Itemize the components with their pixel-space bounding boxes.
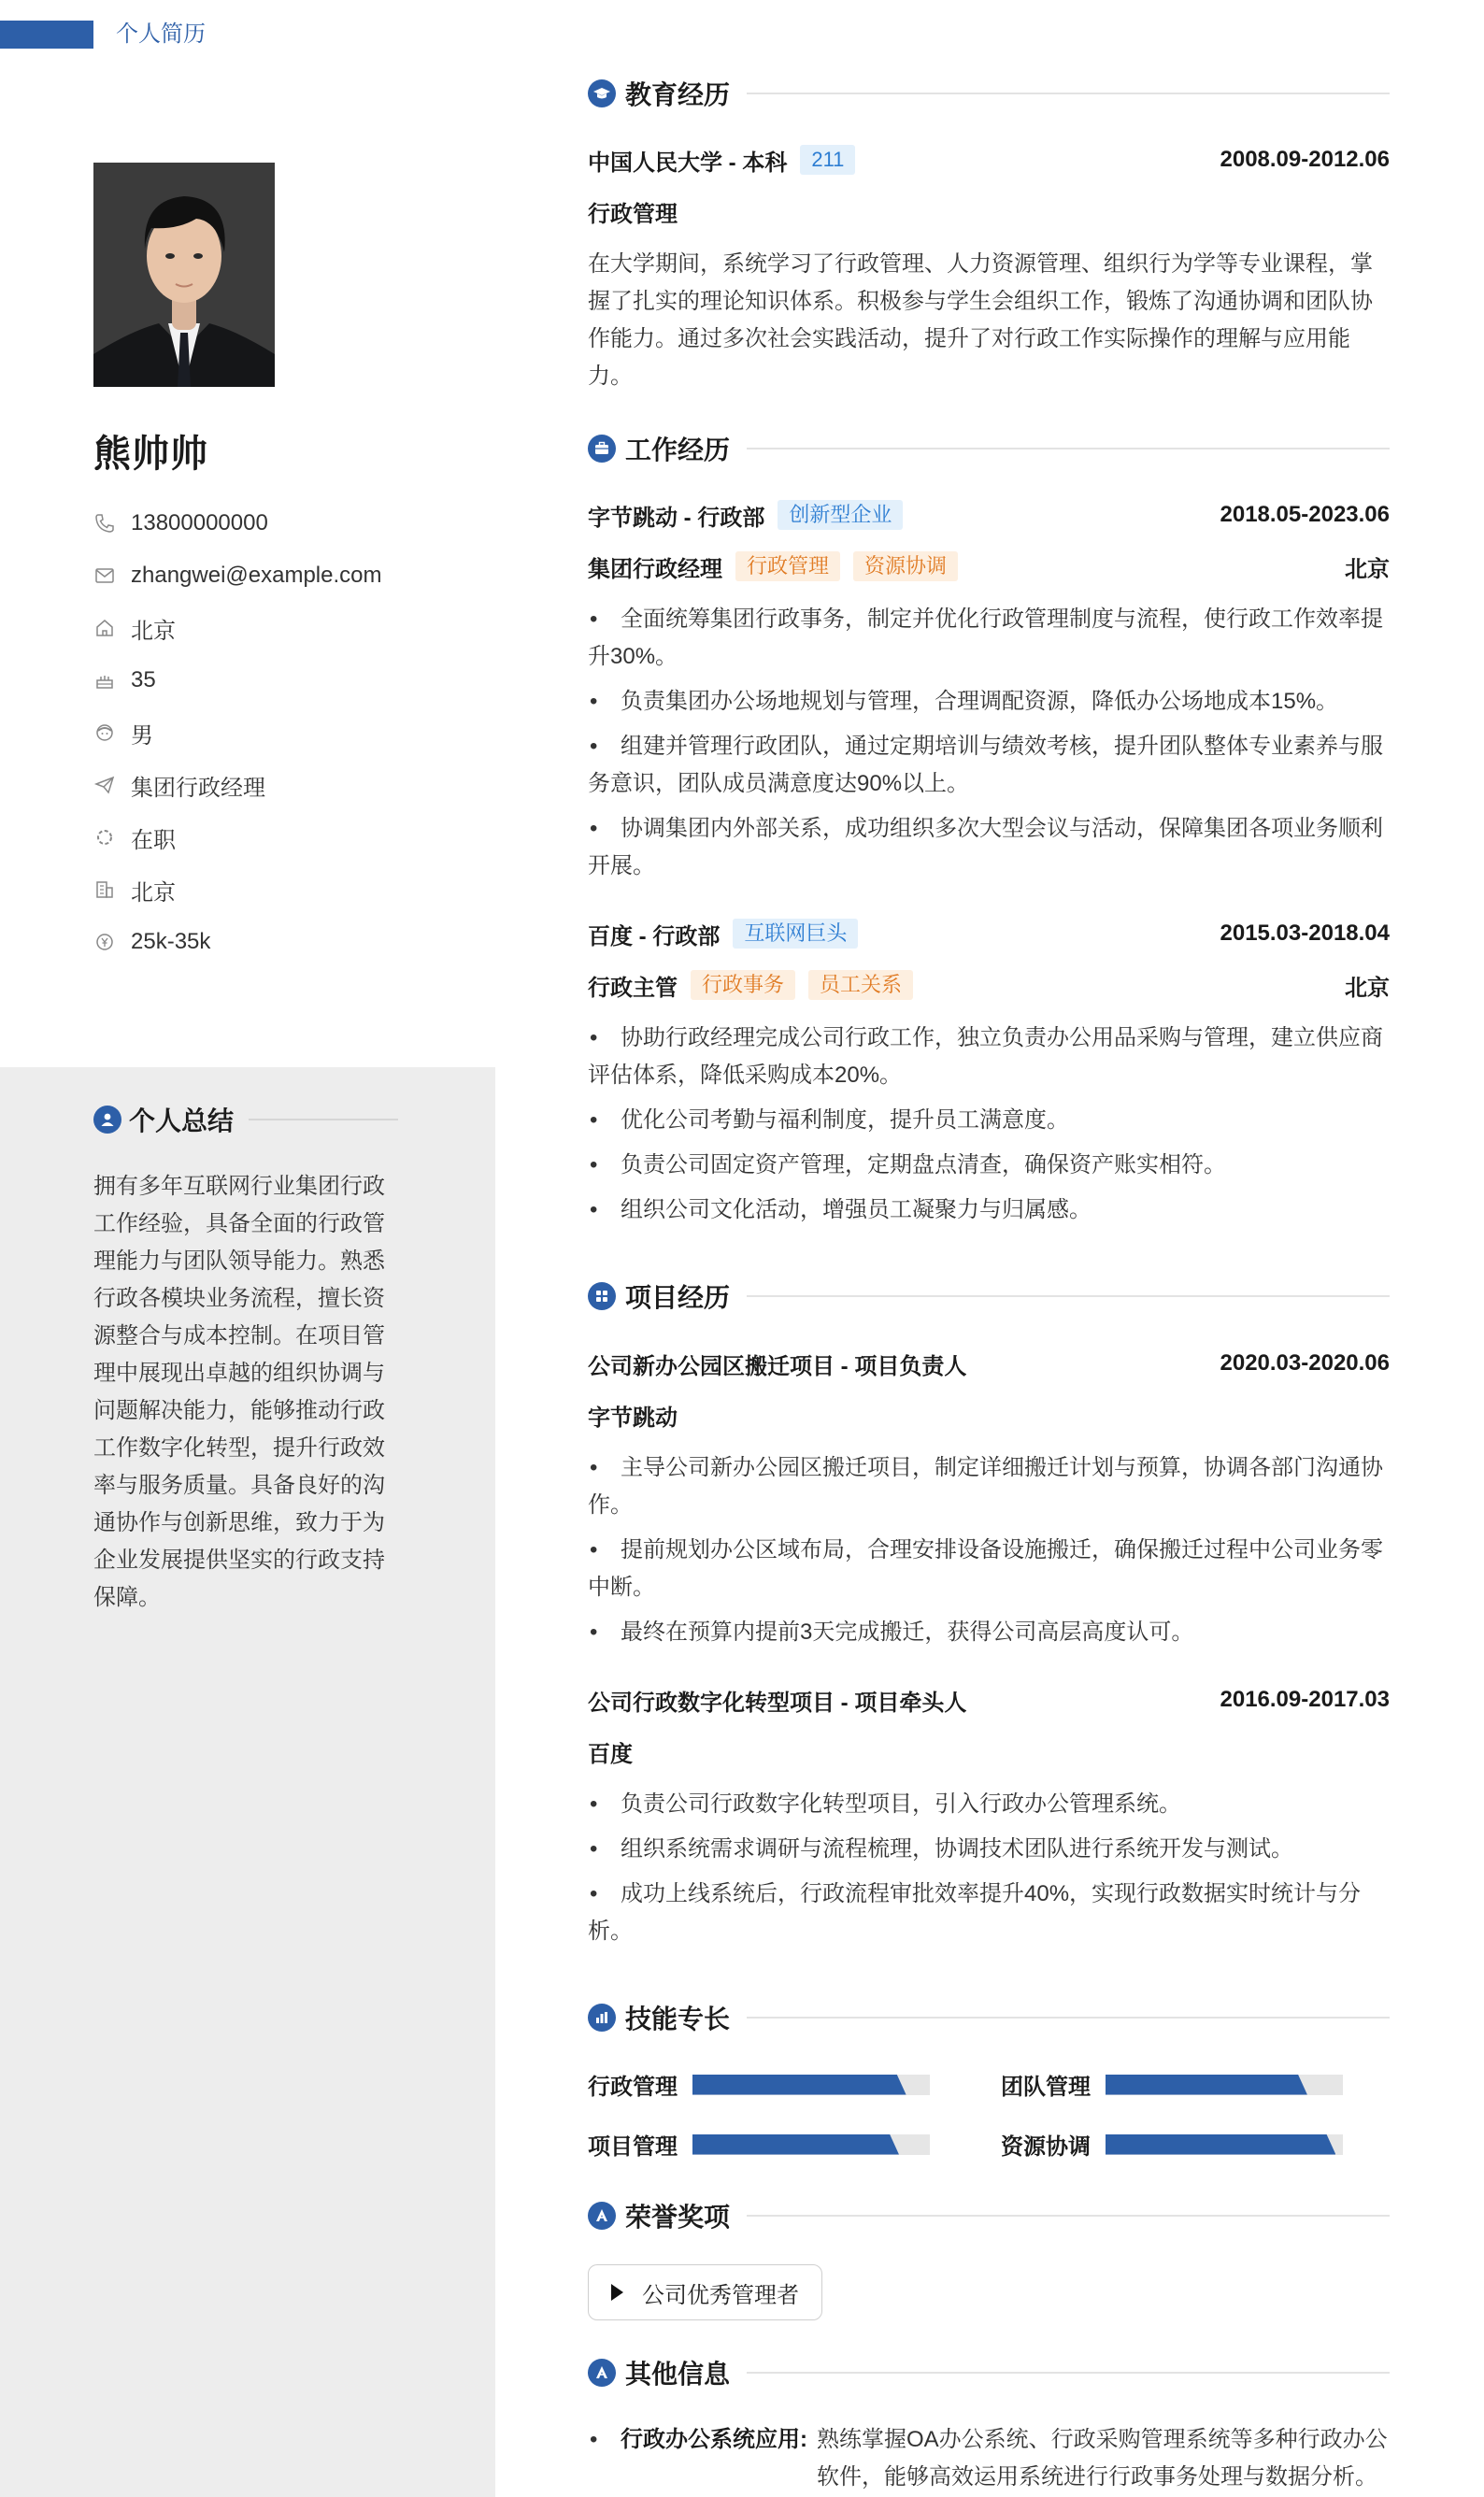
job-1-location: 北京 [1345,556,1390,582]
list-item: • 全面统筹集团行政事务，制定并优化行政管理制度与流程，使行政工作效率提升30%。 [588,601,1390,676]
job-1-company-tag: 创新型企业 [778,500,903,530]
person-name: 熊帅帅 [93,434,208,475]
list-item: • 协调集团内外部关系，成功组织多次大型会议与活动，保障集团各项业务顺利开展。 [588,810,1390,885]
info-phone-value: 13800000000 [131,510,268,535]
avatar [93,163,275,387]
user-icon [93,1106,121,1134]
summary-text: 拥有多年互联网行业集团行政工作经验，具备全面的行政管理能力与团队领导能力。熟悉行政各模块业务流程，擅长资源整合与成本控制。在项目管理中展现出卓越的组织协调与问题解决能力，能够推动行政工作数字化转型，提升行政效率与服务质量。具备良好的沟通协作与创新思维，致力于为企业发展提供坚实的行政支持保障。 [93,1174,385,1610]
job-2-date: 2015.03-2018.04 [1220,920,1390,946]
list-item: • 成功上线系统后，行政流程审批效率提升40%，实现行政数据实时统计与分析。 [588,1876,1390,1950]
list-item: • 负责公司固定资产管理，定期盘点清查，确保资产账实相符。 [588,1147,1390,1184]
info-gender-value: 男 [131,722,153,749]
job-1-date: 2018.05-2023.06 [1220,502,1390,527]
job-2-bullets [588,1020,1390,1236]
work-divider [747,448,1390,449]
info-age-value: 35 [131,667,156,692]
info-status [93,811,382,863]
award-item-label: 公司优秀管理者 [642,2282,799,2308]
job-1-tag-1: 行政管理 [735,551,840,581]
education-header [588,75,1390,112]
building-icon [93,878,116,901]
job-2-position: 行政主管 [588,975,678,1001]
award-item-button[interactable] [588,2264,822,2320]
phone-icon [93,512,116,535]
project-2-org-row [588,1734,1390,1768]
info-gender [93,706,382,759]
education-major: 行政管理 [588,201,678,227]
education-school-row [588,143,1390,177]
project-2-name: 公司行政数字化转型项目 - 项目牵头人 [588,1690,967,1716]
education-date: 2008.09-2012.06 [1220,147,1390,172]
job-1-bullets [588,601,1390,892]
skill-1-bar [692,2075,930,2095]
face-icon [93,721,116,744]
job-2-position-row [588,968,1390,1002]
project-1-date: 2020.03-2020.06 [1220,1350,1390,1376]
list-item: • 负责集团办公场地规划与管理，合理调配资源，降低办公场地成本15%。 [588,683,1390,721]
other-header [588,2354,1390,2391]
job-2-company: 百度 - 行政部 [588,923,721,949]
list-item: • 优化公司考勤与福利制度，提升员工满意度。 [588,1102,1390,1139]
project-1-org-row [588,1398,1390,1432]
skill-3-fill [692,2134,899,2155]
skills-divider [747,2017,1390,2019]
job-2-location: 北京 [1345,975,1390,1001]
info-age [93,654,382,706]
education-title: 教育经历 [625,80,731,109]
project-2-bullets [588,1786,1390,1958]
grid-icon [588,1282,616,1310]
info-status-value: 在职 [131,827,176,853]
project-1-name: 公司新办公园区搬迁项目 - 项目负责人 [588,1353,967,1379]
skill-3-label: 项目管理 [588,2134,678,2160]
home-icon [93,617,116,639]
info-salary [93,916,382,968]
education-school: 中国人民大学 - 本科 [588,150,788,176]
list-item: • 主导公司新办公园区搬迁项目，制定详细搬迁计划与预算，协调各部门沟通协作。 [588,1449,1390,1524]
brand-label: 个人简历 [116,21,206,47]
skill-2-bar [1106,2075,1343,2095]
list-item: • 负责公司行政数字化转型项目，引入行政办公管理系统。 [588,1786,1390,1823]
info-city [93,863,382,916]
list-item: • 提前规划办公区域布局，合理安排设备设施搬迁，确保搬迁过程中公司业务零中断。 [588,1532,1390,1606]
education-description: 在大学期间，系统学习了行政管理、人力资源管理、组织行为学等专业课程，掌握了扎实的理论知识体系。积极参与学生会组织工作，锻炼了沟通协调和团队协作能力。通过多次社会实践活动，提升了对行政工作实际操作的理解与应用能力。 [588,251,1373,389]
projects-divider [747,1295,1390,1297]
info-position [93,759,382,811]
project-2-header [588,1683,1390,1717]
send-icon [93,774,116,796]
info-location-value: 北京 [131,618,176,644]
info-icon [588,2359,616,2387]
summary-header [93,1101,398,1138]
job-1-position-row [588,549,1390,583]
contact-info-list [93,497,382,968]
play-icon [611,2284,623,2301]
projects-title: 项目经历 [625,1283,731,1312]
skill-2-label: 团队管理 [1001,2075,1091,2100]
projects-header [588,1277,1390,1315]
education-tag: 211 [800,145,855,175]
award-icon [588,2202,616,2230]
awards-title: 荣誉奖项 [625,2203,731,2232]
awards-divider [747,2215,1390,2217]
skills-header [588,1999,1390,2036]
awards-header [588,2197,1390,2234]
mail-icon [93,564,116,587]
skill-4-fill [1106,2134,1335,2155]
info-phone [93,497,382,549]
bullet-dot: • [590,2427,598,2452]
skill-3-bar [692,2134,930,2155]
list-item: • 组织公司文化活动，增强员工凝聚力与归属感。 [588,1191,1390,1229]
info-email [93,549,382,602]
summary-divider [249,1119,398,1120]
status-icon [93,826,116,849]
project-2-date: 2016.09-2017.03 [1220,1687,1390,1712]
job-1-header [588,498,1390,532]
job-2-company-tag: 互联网巨头 [733,919,858,949]
skill-3 [588,2128,930,2161]
skill-2-fill [1106,2075,1307,2095]
job-2-tag-1: 行政事务 [691,970,795,1000]
graduation-cap-icon [588,79,616,107]
other-title: 其他信息 [625,2360,731,2389]
project-1-bullets [588,1449,1390,1659]
list-item: • 组建并管理行政团队，通过定期培训与绩效考核，提升团队整体专业素养与服务意识，团队成员满意度达90%以上。 [588,728,1390,803]
education-divider [747,93,1390,94]
list-item: • 组织系统需求调研与流程梳理，协调技术团队进行系统开发与测试。 [588,1831,1390,1868]
skill-1-fill [692,2075,906,2095]
skill-4 [1001,2128,1343,2161]
skill-4-bar [1106,2134,1343,2155]
work-title: 工作经历 [625,435,731,464]
job-1-position: 集团行政经理 [588,556,722,582]
summary-title: 个人总结 [129,1106,235,1135]
project-1-header [588,1347,1390,1380]
other-item [588,2421,1390,2496]
bar-chart-icon [588,2004,616,2032]
work-header [588,430,1390,467]
list-item: • 协助行政经理完成公司行政工作，独立负责办公用品采购与管理，建立供应商评估体系，降低采购成本20%。 [588,1020,1390,1094]
info-city-value: 北京 [131,879,176,906]
job-1-tag-2: 资源协调 [853,551,958,581]
info-position-value: 集团行政经理 [131,775,265,801]
job-2-tag-2: 员工关系 [808,970,913,1000]
other-item-value: 熟练掌握OA办公系统、行政采购管理系统等多种行政办公软件，能够高效运用系统进行行政事务处理与数据分析。 [817,2427,1388,2490]
skill-1 [588,2068,930,2101]
briefcase-icon [588,435,616,463]
project-2-org: 百度 [588,1741,633,1767]
other-divider [747,2372,1390,2374]
skill-2 [1001,2068,1343,2101]
list-item: • 最终在预算内提前3天完成搬迁，获得公司高层高度认可。 [588,1614,1390,1651]
salary-icon [93,931,116,953]
info-email-value: zhangwei@example.com [131,563,382,588]
other-item-key: 行政办公系统应用: [621,2427,807,2452]
job-1-company: 字节跳动 - 行政部 [588,505,765,531]
cake-icon [93,669,116,692]
brand-bar [0,21,93,49]
skill-1-label: 行政管理 [588,2075,678,2100]
info-salary-value: 25k-35k [131,929,211,954]
info-location [93,602,382,654]
education-major-row [588,194,1390,228]
skill-4-label: 资源协调 [1001,2134,1091,2160]
job-2-header [588,917,1390,950]
skills-title: 技能专长 [625,2005,731,2033]
project-1-org: 字节跳动 [588,1405,678,1431]
